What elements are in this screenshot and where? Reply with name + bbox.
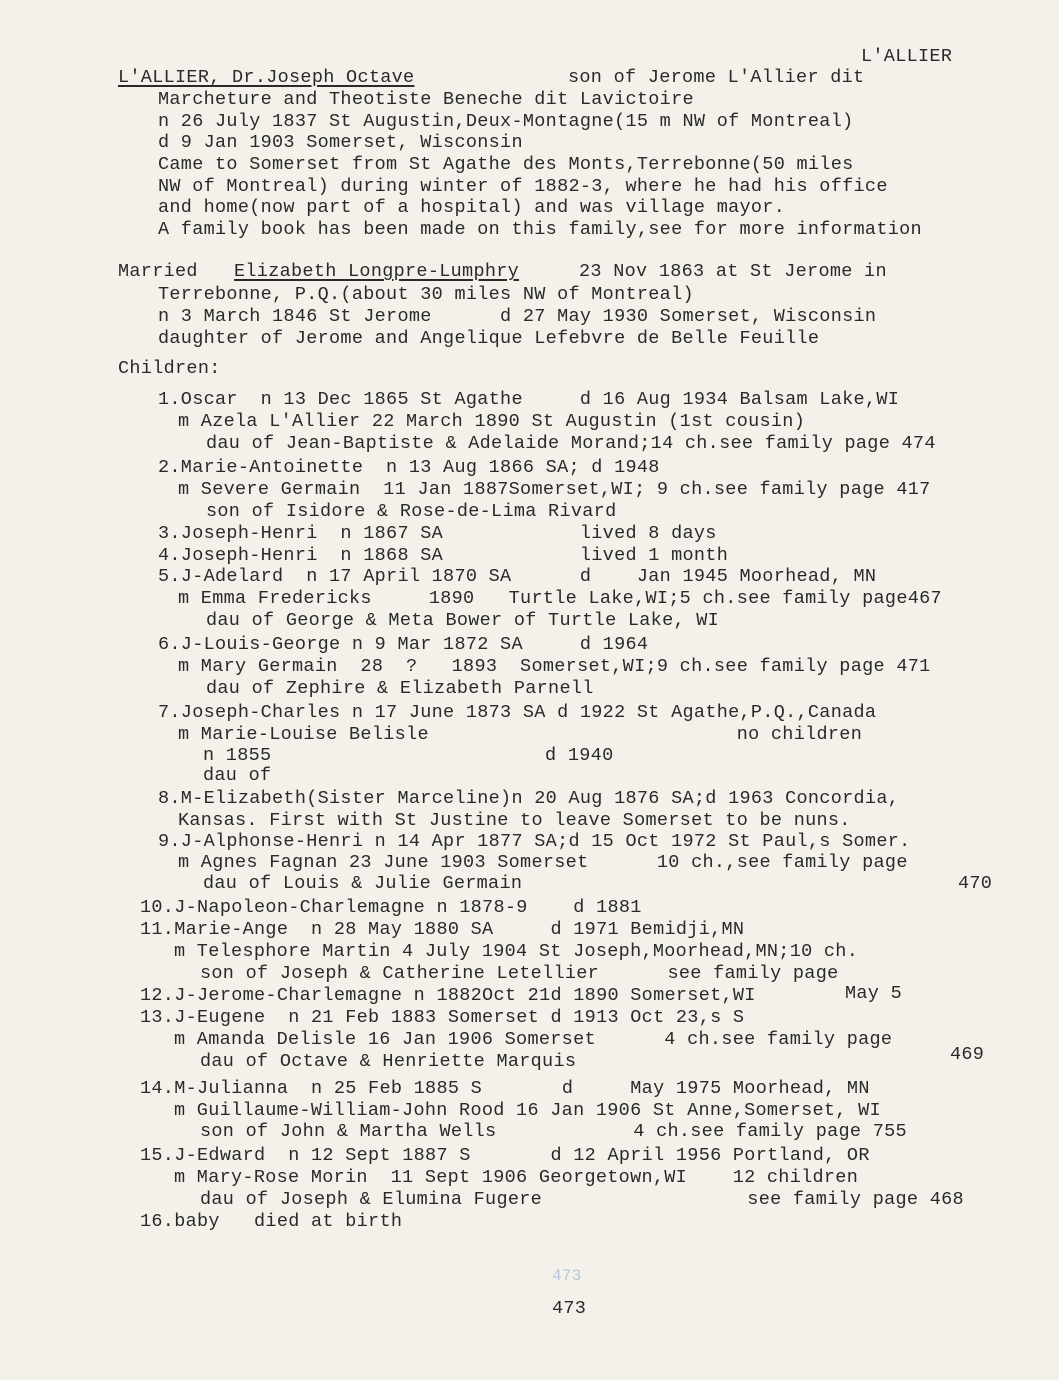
child-entry-line: 8.M-Elizabeth(Sister Marceline)n 20 Aug 1876 SA;d 1963 Concordia, [158,788,900,809]
child-entry-line: m Marie-Louise Belisle no children [178,724,863,745]
faint-stamp-number: 473 [552,1267,582,1285]
child-entry-line: n 1855 d 1940 [203,745,614,766]
child-entry-line: 6.J-Louis-George n 9 Mar 1872 SA d 1964 [158,634,649,655]
child-entry-line: dau of Louis & Julie Germain [203,873,523,894]
child-entry-line: dau of Octave & Henriette Marquis [200,1051,577,1072]
spouse-name: Elizabeth Longpre-Lumphry [234,261,520,282]
child-entry-line: m Guillaume-William-John Rood 16 Jan 1906 St Anne,Somerset, WI [174,1100,881,1121]
child-entry-line: 13.J-Eugene n 21 Feb 1883 Somerset d 1913 Oct 23,s S [140,1007,745,1028]
marriage-details: 23 Nov 1863 at St Jerome in [579,261,887,282]
child-entry-line: 7.Joseph-Charles n 17 June 1873 SA d 1922 St Agathe,P.Q.,Canada [158,702,877,723]
child-entry-line: dau of George & Meta Bower of Turtle Lake, WI [206,610,720,631]
header-surname: L'ALLIER [861,46,953,67]
child-entry-line: 11.Marie-Ange n 28 May 1880 SA d 1971 Bemidji,MN [140,919,745,940]
subject-bio-line: and home(now part of a hospital) and was village mayor. [158,197,786,218]
child-entry-line: 1.Oscar n 13 Dec 1865 St Agathe d 16 Aug 1934 Balsam Lake,WI [158,389,900,410]
child-entry-line: 3.Joseph-Henri n 1867 SA lived 8 days [158,523,717,544]
child-entry-line: dau of Joseph & Elumina Fugere see family page 468 [200,1189,964,1210]
child-entry-line: 5.J-Adelard n 17 April 1870 SA d Jan 1945 Moorhead, MN [158,566,877,587]
subject-parents-line2: Marcheture and Theotiste Beneche dit Lavictoire [158,89,694,110]
marriage-line: n 3 March 1846 St Jerome d 27 May 1930 Somerset, Wisconsin [158,306,877,327]
child-entry-line: m Telesphore Martin 4 July 1904 St Joseph,Moorhead,MN;10 ch. [174,941,859,962]
child-entry-line: May 5 [845,983,903,1004]
child-entry-line: Kansas. First with St Justine to leave Somerset to be nuns. [178,810,851,831]
child-entry-line: 16.baby died at birth [140,1211,403,1232]
child-entry-line: 15.J-Edward n 12 Sept 1887 S d 12 April 1956 Portland, OR [140,1145,870,1166]
child-entry-line: m Amanda Delisle 16 Jan 1906 Somerset 4 ch.see family page [174,1029,893,1050]
child-entry-line: 469 [950,1044,985,1065]
child-entry-line: dau of Zephire & Elizabeth Parnell [206,678,594,699]
page-number: 473 [552,1298,587,1319]
child-entry-line: 12.J-Jerome-Charlemagne n 1882Oct 21d 1890 Somerset,WI [140,985,756,1006]
child-entry-line: 14.M-Julianna n 25 Feb 1885 S d May 1975 Moorhead, MN [140,1078,870,1099]
subject-bio-line: NW of Montreal) during winter of 1882-3, where he had his office [158,176,888,197]
child-entry-line: 10.J-Napoleon-Charlemagne n 1878-9 d 1881 [140,897,642,918]
child-entry-line: 9.J-Alphonse-Henri n 14 Apr 1877 SA;d 15 Oct 1972 St Paul,s Somer. [158,831,911,852]
child-entry-line: m Emma Fredericks 1890 Turtle Lake,WI;5 ch.see family page467 [178,588,942,609]
child-entry-line: son of Isidore & Rose-de-Lima Rivard [206,501,617,522]
children-heading: Children: [118,358,221,379]
subject-parents-line1: son of Jerome L'Allier dit [568,67,865,88]
marriage-line: Terrebonne, P.Q.(about 30 miles NW of Montreal) [158,284,694,305]
child-entry-line: son of Joseph & Catherine Letellier see family page [200,963,839,984]
child-entry-line: 4.Joseph-Henri n 1868 SA lived 1 month [158,545,729,566]
subject-bio-line: Came to Somerset from St Agathe des Monts,Terrebonne(50 miles [158,154,854,175]
subject-name: L'ALLIER, Dr.Joseph Octave [118,67,415,88]
child-entry-line: dau of [203,765,272,786]
marriage-label: Married [118,261,198,282]
child-entry-line: 470 [958,873,993,894]
child-entry-line: son of John & Martha Wells 4 ch.see family page 755 [200,1121,907,1142]
child-entry-line: m Agnes Fagnan 23 June 1903 Somerset 10 ch.,see family page [178,852,908,873]
subject-death: d 9 Jan 1903 Somerset, Wisconsin [158,132,523,153]
subject-birth: n 26 July 1837 St Augustin,Deux-Montagne(15 m NW of Montreal) [158,111,854,132]
child-entry-line: m Azela L'Allier 22 March 1890 St Augustin (1st cousin) [178,411,806,432]
subject-bio-line: A family book has been made on this family,see for more information [158,219,922,240]
child-entry-line: 2.Marie-Antoinette n 13 Aug 1866 SA; d 1948 [158,457,660,478]
child-entry-line: dau of Jean-Baptiste & Adelaide Morand;14 ch.see family page 474 [206,433,936,454]
child-entry-line: m Severe Germain 11 Jan 1887Somerset,WI; 9 ch.see family page 417 [178,479,931,500]
child-entry-line: m Mary-Rose Morin 11 Sept 1906 Georgetown,WI 12 children [174,1167,859,1188]
child-entry-line: m Mary Germain 28 ? 1893 Somerset,WI;9 ch.see family page 471 [178,656,931,677]
marriage-line: daughter of Jerome and Angelique Lefebvre de Belle Feuille [158,328,820,349]
